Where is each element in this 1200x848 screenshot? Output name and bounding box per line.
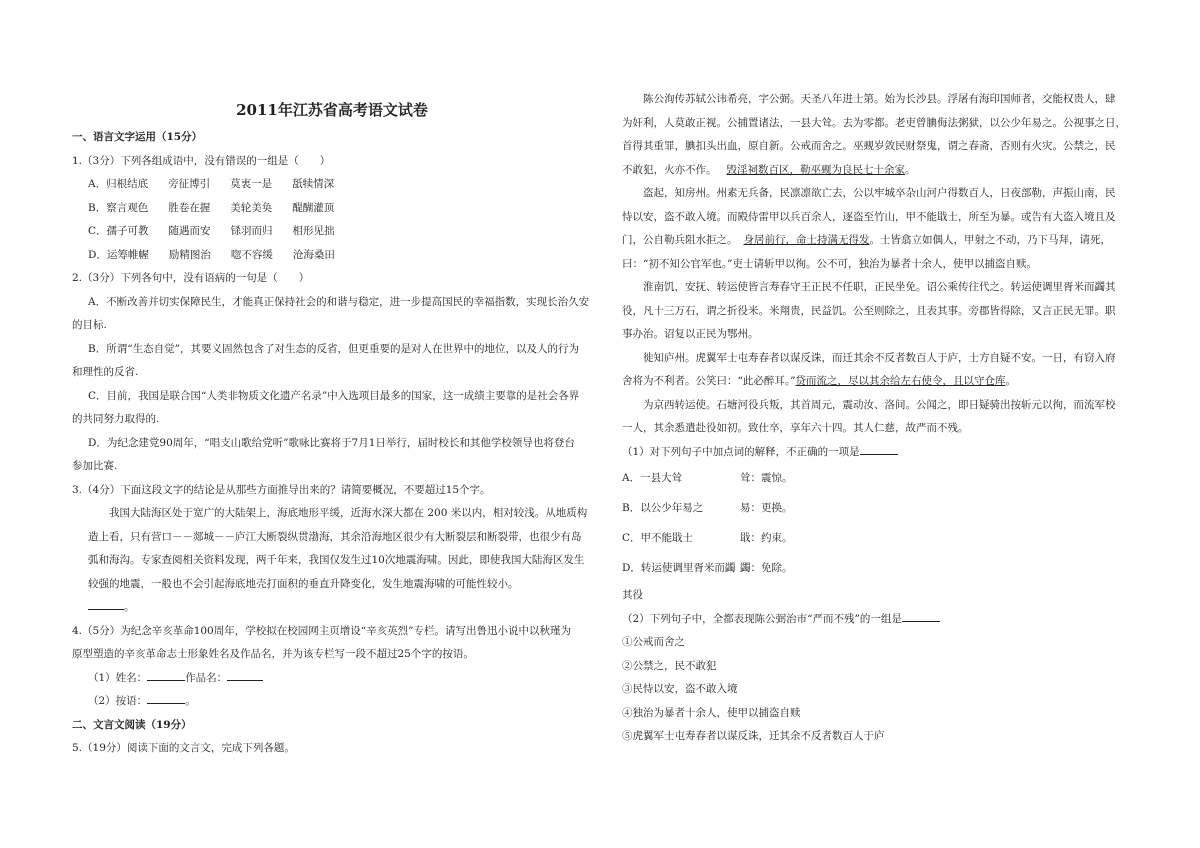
section-heading-2: 二、文言文阅读（19分） bbox=[72, 718, 192, 731]
q2-option-d-cont: 参加比赛. bbox=[72, 460, 118, 472]
sq1-option-d: D．转运使调里胥米而蠲 蠲：免除。 bbox=[622, 562, 793, 575]
passage-paragraph-2: 盗起，知房州。州素无兵备，民凛凛欲亡去，公以牢城卒杂山河户得数百人，日夜部勒，声振山南，民 bbox=[643, 187, 1116, 199]
sub-question-1-stem: （1）对下列句子中加点词的解释，不正确的一项是 bbox=[622, 441, 1130, 465]
q2-option-b: B．所谓“生态自觉”，其要义固然包含了对生态的反省，但更重要的是对人在世界中的地位，以及人的行为 bbox=[88, 342, 579, 355]
section-heading-1: 一、语言文字运用（15分） bbox=[72, 131, 203, 143]
sq2-item-4: ④独治为暴者十余人，使甲以捕盗自赎 bbox=[622, 706, 801, 719]
question-1-stem: 1.（3分）下列各组成语中，没有错误的一组是（ ） bbox=[72, 154, 331, 167]
q2-option-a: A．不断改善并切实保障民生，才能真正保持社会的和谐与稳定，进一步提高国民的幸福指数，实现长治久安 bbox=[88, 295, 590, 308]
question-2-stem: 2.（3分）下列各句中，没有语病的一句是（ ） bbox=[72, 272, 310, 284]
work-title-blank[interactable] bbox=[227, 668, 263, 681]
q3-passage-line: 我国大陆海区处于宽广的大陆架上，海底地形平缓，近海水深大都在 200 米以内，相对较浅。从地质构 bbox=[109, 507, 588, 519]
right-column bbox=[622, 88, 1130, 749]
question-4-stem: 4.（5分）为纪念辛亥革命100周年，学校拟在校园网主页增设“辛亥英烈”专栏。请写出鲁迅小说中以秋瑾为 bbox=[72, 624, 571, 637]
answer-blank[interactable] bbox=[88, 597, 124, 610]
passage-paragraph-4: 徙知庐州。虎翼军士屯寿春者以谋反诛，而迁其余不反者数百人于庐，士方自疑不安。一日，有窃入府 bbox=[643, 351, 1116, 364]
q3-passage-line: 较强的地震，一般也不会引起海底地壳打面积的垂直升降变化，发生地震海啸的可能性较小。 bbox=[88, 577, 519, 590]
q2-option-c-cont: 的共同努力取得的. bbox=[72, 413, 160, 425]
answer-blank[interactable] bbox=[860, 442, 898, 455]
q4-part-1: （1）姓名： 作品名： bbox=[72, 667, 592, 691]
passage-line: 首得其重罪，腆扣头出血，原自新。公戒而舍之。巫觋岁敛民财祭鬼，谓之春斋，否则有火灾。公禁之，民 bbox=[622, 140, 1116, 152]
page-title: 2011年江苏省高考语文试卷 bbox=[236, 101, 428, 119]
preface-blank[interactable] bbox=[147, 691, 185, 704]
q2-option-d: D．为纪念建党90周年，“唱支山歌给党听”歌咏比赛将于7月1日举行，届时校长和其他学校领导也将登台 bbox=[88, 436, 575, 449]
sub-question-2-stem: （2）下列句子中，全都表现陈公弼治市“严而不残”的一组是 bbox=[622, 608, 1130, 632]
question-5-stem: 5.（19分）阅读下面的文言文，完成下列各题。 bbox=[72, 742, 295, 754]
sq1-option-c: C．甲不能戢士 戢：约束。 bbox=[622, 532, 793, 545]
sq1-option-b: B．以公少年易之 易：更换。 bbox=[622, 502, 793, 515]
name-blank[interactable] bbox=[147, 668, 185, 681]
answer-blank[interactable] bbox=[902, 609, 940, 622]
sq1-option-d-cont: 其役 bbox=[622, 589, 643, 601]
question-4-stem-cont: 原型塑造的辛亥革命志士形象姓名及作品名，并为该专栏写一段不超过25个字的按语。 bbox=[72, 648, 474, 660]
q2-option-c: C．目前，我国是联合国“人类非物质文化遗产名录”中入选项目最多的国家，这一成绩主要靠的是社会各界 bbox=[88, 389, 580, 402]
q2-option-b-cont: 和理性的反省. bbox=[72, 366, 139, 378]
passage-paragraph-1: 陈公洵传苏轼公讳希亮，字公弼。天圣八年进士第。始为长沙县。浮屠有海印国师者，交能权贵人，肆 bbox=[643, 93, 1116, 105]
passage-line: 门，公自勒兵阻水拒之。 身居前行，命士持满无得发。士皆翕立如偶人，甲射之不动，乃下马拜，请死， bbox=[622, 234, 1111, 246]
underlined-sentence: 毁淫祠数百区，勒巫觋为良民七十余家 bbox=[726, 163, 905, 176]
q3-passage-line: 造上看，只有营口－－郯城－－庐江大断裂纵贯渤海，其余沿海地区很少有大断裂层和断裂带，也很少有岛 bbox=[88, 530, 582, 543]
left-column bbox=[72, 98, 592, 761]
passage-line: 恃以安，盗不敢入境。而殿侍雷甲以兵百余人，逐盗至竹山，甲不能戢士，所至为暴。或告有大盗入境且及 bbox=[622, 210, 1116, 223]
passage-line: 曰：“初不知公官军也。”吏士请斩甲以徇。公不可，独治为暴者十余人，使甲以捕盗自赎。 bbox=[622, 257, 1037, 270]
sq2-item-3: ③民恃以安，盗不敢入境 bbox=[622, 683, 738, 695]
q3-answer-line: 。 bbox=[72, 596, 592, 620]
passage-line: 一人，其余悉遣赴役如初。致仕卒，享年六十四。其人仁慈，故严而不残。 bbox=[622, 422, 969, 434]
passage-line: 事办治。诏复以正民为鄂州。 bbox=[622, 328, 759, 340]
passage-line: 役，凡十三万石，谓之折役米。米翔贵，民益饥。公至则除之，且表其事。旁郡皆得除，又言正民无罪。职 bbox=[622, 304, 1116, 317]
sq2-item-2: ②公禁之，民不敢犯 bbox=[622, 659, 717, 672]
passage-line: 为奸利，人莫敢正视。公捕置诸法，一县大耸。去为零都。老吏曾腆侮法粥狱，以公少年易之。公视事之日， bbox=[622, 116, 1126, 129]
passage-line: 不敢犯，火亦不作。 毁淫祠数百区，勒巫觋为良民七十余家。 bbox=[622, 163, 916, 176]
sq1-option-a: A．一县大耸 耸：震惊。 bbox=[622, 472, 793, 485]
passage-paragraph-3: 淮南饥，安抚、转运使皆言寿春守王正民不任职，正民坐免。诏公乘传往代之。转运使调里胥米而蠲其 bbox=[643, 281, 1116, 293]
q3-passage-line: 弧和海沟。专家查阅相关资料发现，两千年来，我国仅发生过10次地震海啸。因此，即使我国大陆海区发生 bbox=[88, 554, 585, 566]
underlined-sentence: 贷而流之，尽以其余给左右使令，且以守仓库 bbox=[795, 375, 1006, 387]
q1-option-c: C．孺子可教 随遇而安 铩羽而归 相形见拙 bbox=[88, 225, 335, 237]
q1-option-d: D．运筹帷幄 励精图治 唿不容缓 沧海桑田 bbox=[88, 248, 335, 261]
passage-paragraph-5: 为京西转运使。石塘河役兵叛，其首周元，震动汝、洛间。公闻之，即日疑骑出按斩元以徇，而流军校 bbox=[643, 398, 1116, 411]
q4-part-2: （2）按语： 。 bbox=[72, 690, 592, 714]
q1-option-a: A．归根结底 旁征博引 莫衷一是 舐犊情深 bbox=[88, 178, 335, 190]
sq2-item-5: ⑤虎翼军士屯寿春者以谋反诛，迁其余不反者数百人于庐 bbox=[622, 730, 885, 742]
q1-option-b: B．察言观色 胜卷在握 美轮美奂 醍醐灌顶 bbox=[88, 201, 335, 214]
question-3-stem: 3.（4分）下面这段文字的结论是从那些方面推导出来的？请简要概况，不要超过15个字。 bbox=[72, 483, 491, 496]
underlined-sentence: 身居前行，命士持满无得发 bbox=[743, 234, 870, 246]
passage-line: 舍将为不利者。公笑曰：“此必醉耳。”贷而流之，尽以其余给左右使令，且以守仓库。 bbox=[622, 375, 1016, 387]
sq2-item-1: ①公戒而舍之 bbox=[622, 636, 685, 648]
q2-option-a-cont: 的目标. bbox=[72, 319, 107, 331]
